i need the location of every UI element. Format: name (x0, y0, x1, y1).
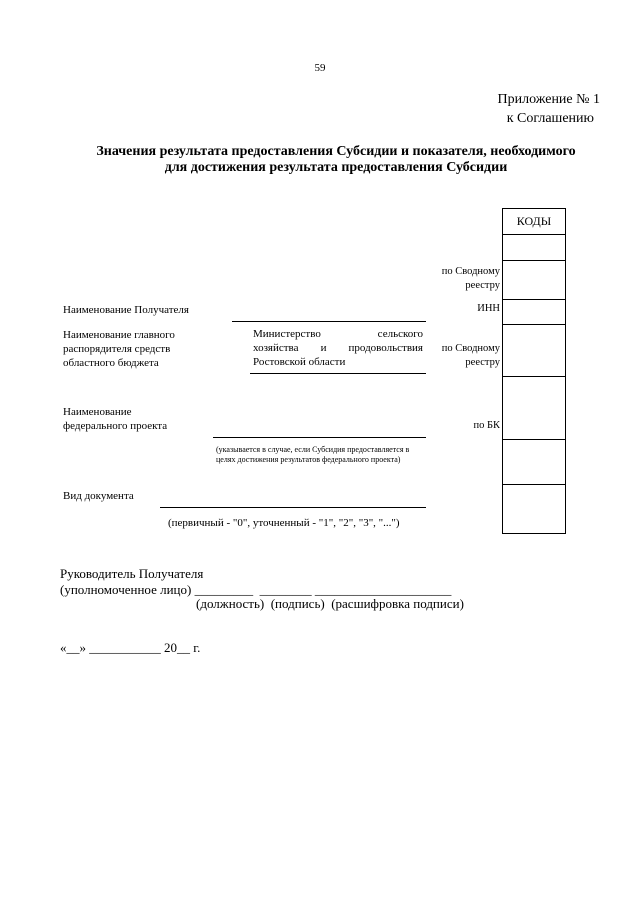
recipient-label: Наименование Получателя (63, 304, 189, 316)
codes-header: КОДЫ (516, 214, 552, 228)
project-label-1: Наименование (63, 406, 132, 418)
signature-captions: (должность) (подпись) (расшифровка подписи) (196, 596, 464, 611)
ministry-line-3: Ростовской области (253, 356, 346, 368)
registry-label-1 (442, 265, 500, 293)
doc-type-label: Вид документа (63, 490, 134, 502)
codes-cell-registry-2 (503, 324, 565, 376)
document-title (60, 144, 612, 176)
doc-type-line (160, 507, 426, 508)
codes-cell-inn (503, 299, 565, 324)
registry-label-1b: реестру (465, 280, 500, 291)
project-line (213, 437, 426, 438)
doc-type-note: (первичный - "0", уточненный - "1", "2", "3", "...") (168, 517, 400, 529)
manager-label-3: областного бюджета (63, 357, 159, 369)
registry-label-2a: по Сводному (441, 343, 500, 354)
signature-line: (уполномоченное лицо) _________ ________ _____________________ (60, 582, 452, 597)
registry-label-2 (442, 342, 500, 370)
page-number: 59 (314, 62, 326, 74)
registry-label-1a: по Сводному (441, 266, 500, 277)
registry-label-2b: реестру (465, 357, 500, 368)
ministry-name (253, 327, 423, 369)
project-label-2: федерального проекта (63, 420, 168, 432)
codes-table (502, 208, 566, 534)
appendix-header (498, 90, 601, 128)
codes-cell-registry-1 (503, 260, 565, 299)
signature-title: Руководитель Получателя (60, 566, 204, 581)
title-line-2: для достижения результата предоставления Субсидии (164, 160, 508, 175)
inn-label: ИНН (477, 303, 500, 314)
appendix-line-1: Приложение № 1 (497, 92, 600, 107)
ministry-line-2: хозяйства и продовольствия (253, 342, 423, 354)
recipient-line (232, 321, 426, 322)
codes-cell-extra (503, 439, 565, 484)
codes-cell-blank (503, 234, 565, 260)
codes-cell-doc-type (503, 484, 565, 533)
manager-label-2: распорядителя средств (63, 343, 171, 355)
appendix-line-2: к Соглашению (506, 111, 594, 126)
bk-label: по БК (473, 420, 500, 431)
project-note (216, 445, 409, 465)
ministry-line (250, 373, 426, 374)
ministry-line-1: Министерство сельского (253, 328, 423, 340)
manager-label (63, 328, 175, 370)
project-note-1: (указывается в случае, если Субсидия предоставляется в (216, 445, 410, 454)
title-line-1: Значения результата предоставления Субсидии и показателя, необходимого (96, 144, 576, 159)
project-label (63, 405, 167, 433)
manager-label-1: Наименование главного (63, 329, 175, 341)
codes-cell-bk (503, 376, 565, 439)
date-line: «__» ___________ 20__ г. (60, 640, 201, 655)
project-note-2: целях достижения результатов федерального проекта) (216, 455, 401, 464)
